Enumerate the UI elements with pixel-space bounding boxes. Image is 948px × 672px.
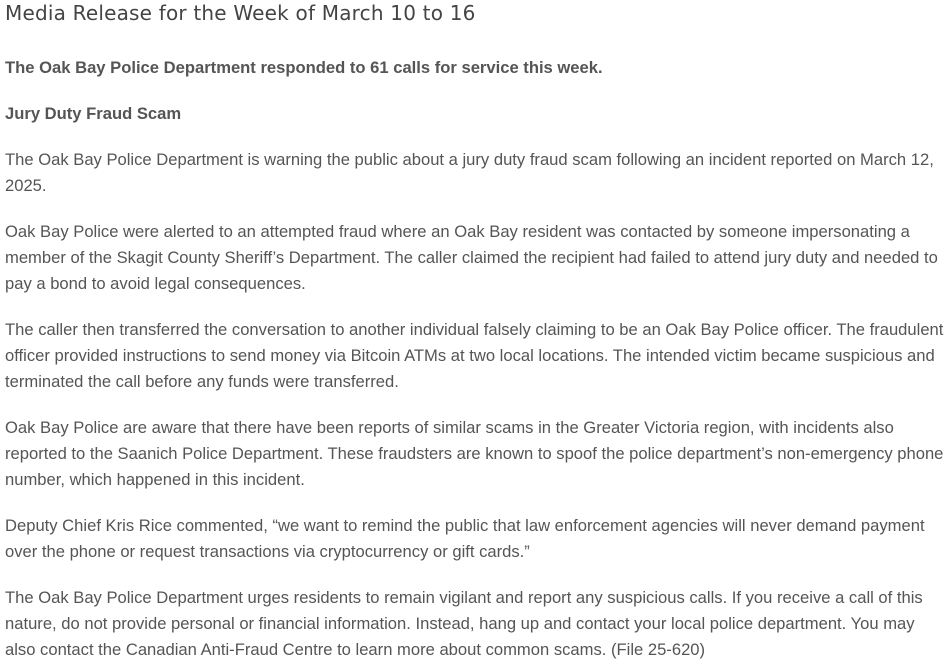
media-release-article [5, 0, 945, 663]
page-title: Media Release for the Week of March 10 to 16 [5, 1, 476, 25]
paragraph-warning: The Oak Bay Police Department is warning the public about a jury duty fraud scam following an incident reported on March 12, 2025. [5, 150, 934, 195]
paragraph-advice: The Oak Bay Police Department urges residents to remain vigilant and report any suspicious calls. If you receive a call of this nature, do not provide personal or financial information. Instead, hang up and contact your local police department. You may also contact the Canadian Anti-Fraud Centre to learn more about common scams. (File 25-620) [5, 588, 923, 659]
paragraph-quote: Deputy Chief Kris Rice commented, “we want to remind the public that law enforcement agencies will never demand payment over the phone or request transactions via cryptocurrency or gift cards.” [5, 516, 925, 561]
paragraph-transfer: The caller then transferred the conversation to another individual falsely claiming to be an Oak Bay Police officer. The fraudulent officer provided instructions to send money via Bitcoin ATMs at two local locations. The intended victim became suspicious and terminated the call before any funds were transferred. [5, 320, 944, 391]
paragraph-incident: Oak Bay Police were alerted to an attempted fraud where an Oak Bay resident was contacted by someone impersonating a member of the Skagit County Sheriff’s Department. The caller claimed the recipient had failed to attend jury duty and needed to pay a bond to avoid legal consequences. [5, 222, 938, 293]
calls-summary: The Oak Bay Police Department responded to 61 calls for service this week. [5, 58, 603, 77]
paragraph-similar-scams: Oak Bay Police are aware that there have been reports of similar scams in the Greater Victoria region, with incidents also reported to the Saanich Police Department. These fraudsters are known to spoof the police department’s non-emergency phone number, which happened in this incident. [5, 418, 944, 489]
section-heading: Jury Duty Fraud Scam [5, 104, 182, 123]
